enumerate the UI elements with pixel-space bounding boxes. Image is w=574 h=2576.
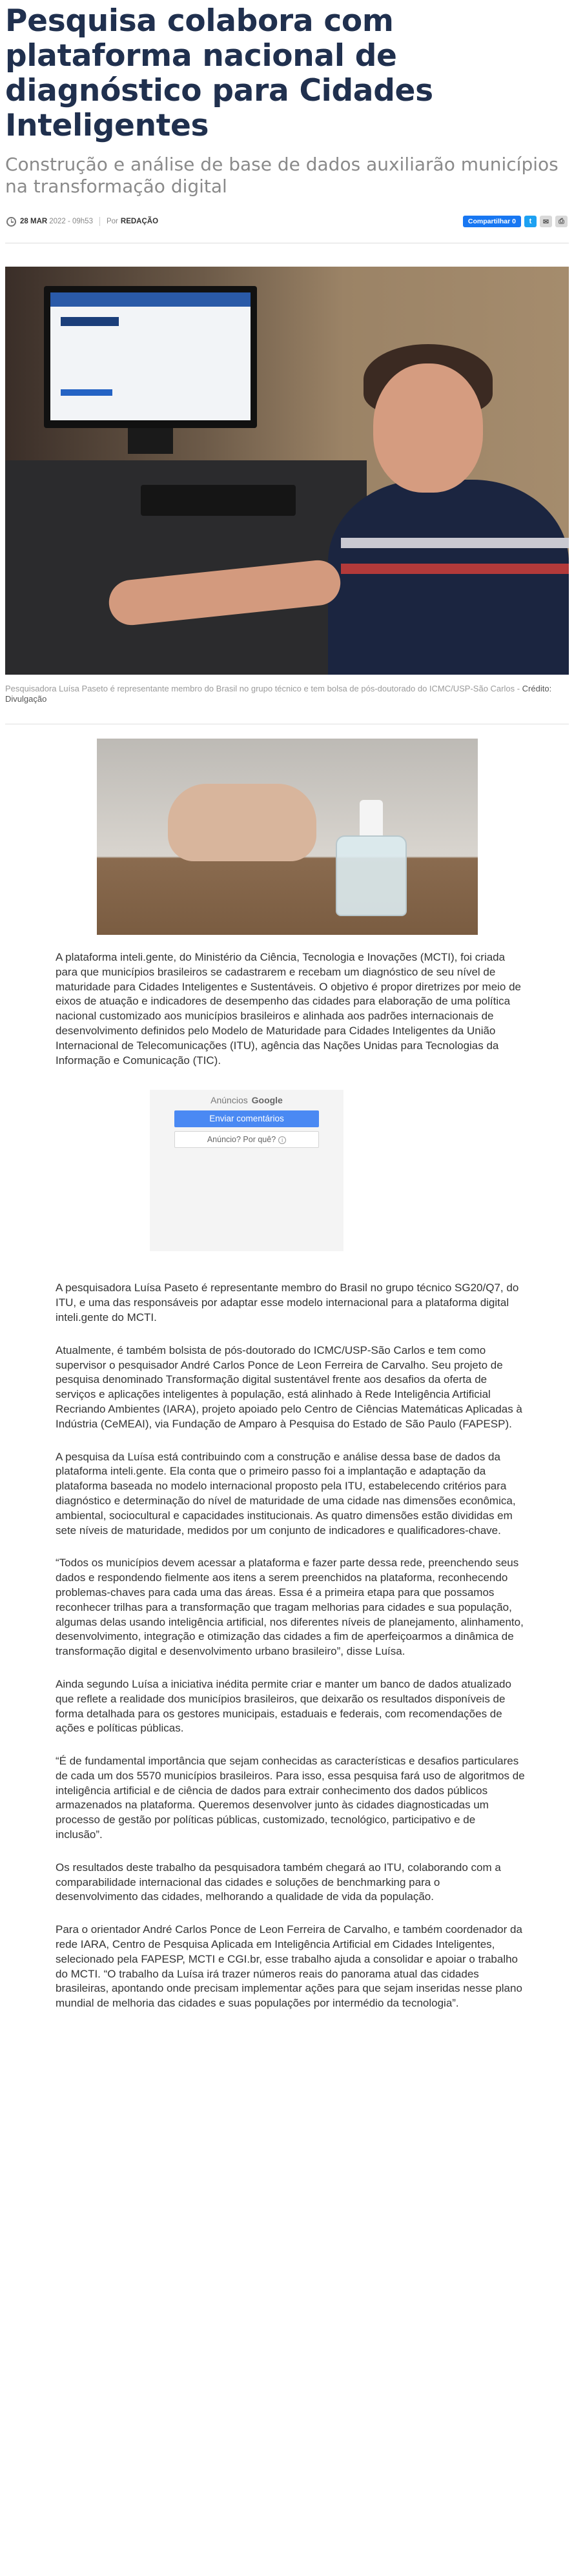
caption-text: Pesquisadora Luísa Paseto é representante membro do Brasil no grupo técnico e tem bolsa de pós-doutorado do ICMC/USP-São Carlos -: [5, 684, 522, 693]
article-subtitle: Construção e análise de base de dados auxiliarão municípios na transformação digital: [5, 154, 559, 197]
paragraph: A pesquisa da Luísa está contribuindo com a construção e análise dessa base de dados da plataforma inteli.gente. Ela conta que o primeiro passo foi a implantação e adaptação da plataforma baseada no modelo internacional proposto pela ITU, estabelecendo critérios para diagnóstico e determinação do nível de maturidade de uma cidade nas dimensões econômica, ambiental, sociocultural e capacidades institucionais. As quatro dimensões estão divididas em sete níveis de maturidade, medidos por um conjunto de indicadores e qualificadores-chave.: [56, 1450, 516, 1537]
paragraph: Atualmente, é também bolsista de pós-doutorado do ICMC/USP-São Carlos e tem como supervisor o pesquisador André Carlos Ponce de Leon Ferreira de Carvalho. Seu projeto de pesquisa denominado Transformação digital sustentável frente aos desafios da oferta de serviços e aplicações inteligentes à população, está alinhado à Rede Inteligência Artificial Recriando Ambientes (IARA), projeto apoiado pelo Centro de Ciências Matemáticas Aplicadas à Indústria (CeMEAI), via Fundação de Amparo à Pesquisa do Estado de São Paulo (FAPESP).: [56, 1344, 522, 1430]
paragraph: Para o orientador André Carlos Ponce de Leon Ferreira de Carvalho, e também coordenador da rede IARA, Centro de Pesquisa Aplicada em Inteligência Artificial em Cidades Inteligentes, selecionado pela FAPESP, MCTI e CGI.br, esse trabalho ajuda a consolidar e apoiar o trabalho do MCTI. “O trabalho da Luísa irá trazer números reais do panorama atual das cidades brasileiras, apontando onde precisam implementar ações para que sejam inseridas nesse plano mundial de melhoria das cidades e suas populações por intermédio da tecnologia”.: [56, 1923, 522, 2010]
article-body-bottom: [0, 1281, 574, 2011]
secondary-photo: [97, 739, 478, 935]
byline-label: Por: [106, 218, 118, 225]
publish-time: 2022 - 09h53: [49, 218, 93, 225]
photo-caption: [5, 684, 569, 704]
paragraph: A plataforma inteli.gente, do Ministério da Ciência, Tecnologia e Inovações (MCTI), foi criada para que municípios brasileiros se cadastrarem e recebam um diagnóstico de seu nível de maturidade para Cidades Inteligentes e Sustentáveis. O objetivo é propor diretrizes por meio de eixos de atuação e indicadores de desempenho das cidades para elaboração de uma política nacional customizado aos municípios brasileiros e alinhada aos padrões internacionais de desenvolvimento definidos pelo Modelo de Maturidade para Cidades Inteligentes da União Internacional de Telecomunicações (ITU), agência das Nações Unidas para Tecnologias da Informação e Comunicação (TIC).: [56, 951, 522, 1067]
info-icon: i: [278, 1136, 286, 1144]
email-icon[interactable]: ✉: [540, 216, 552, 227]
twitter-icon[interactable]: t: [524, 216, 537, 227]
quote-paragraph: “Todos os municípios devem acessar a plataforma e fazer parte dessa rede, preenchendo seus dados e respondendo fielmente aos itens a serem preenchidos na plataforma, reconhecendo problemas-chaves para cada uma das áreas. Essa é a primeira etapa para que possamos reconhecer trilhas para a transformação que tragam melhorias para cidades e sua população, algumas delas usando inteligência artificial, nos diferentes níveis de planejamento, alinhamento, desenvolvimento, integração e otimização das cidades a fim de aperfeiçoarmos a dinâmica de transformação digital e desenvolvimento urbano brasileiro”, disse Luísa.: [56, 1557, 524, 1658]
article-header: [0, 0, 574, 229]
meta-divider: [99, 217, 100, 226]
publish-date: 28 MAR: [20, 218, 48, 225]
author-link[interactable]: REDAÇÃO: [120, 218, 159, 225]
article-title: Pesquisa colabora com plataforma nacional de diagnóstico para Cidades Inteligentes: [5, 3, 433, 143]
monitor-screen: [50, 292, 251, 420]
paragraph: Os resultados deste trabalho da pesquisadora também chegará ao ITU, colaborando com a comparabilidade internacional das cidades e soluções de benchmarking para o desenvolvimento das cidades, melhorando a qualidade de vida da população.: [56, 1861, 501, 1903]
article-meta: [5, 214, 569, 229]
article-body-top: [0, 950, 574, 1068]
facebook-share-button[interactable]: Compartilhar 0: [463, 216, 521, 227]
person-head: [373, 363, 483, 493]
main-photo: [5, 267, 569, 675]
why-ad-label: Anúncio? Por quê?: [207, 1135, 276, 1145]
google-logo: Google: [251, 1095, 283, 1106]
why-this-ad-button[interactable]: [174, 1131, 319, 1148]
ad-anuncios-label: Anúncios: [210, 1095, 248, 1106]
hands-shape: [168, 784, 316, 861]
keyboard-shape: [141, 485, 296, 516]
ad-header: [150, 1095, 343, 1105]
paragraph: Ainda segundo Luísa a iniciativa inédita permite criar e manter um banco de dados atualizado que reflete a realidade dos municípios brasileiros, que deixarão os resultados disponíveis de forma detalhada para os gestores municipais, estaduais e federais, com recomendações de ações e políticas públicas.: [56, 1677, 511, 1735]
clock-icon: [6, 217, 16, 227]
quote-paragraph: “É de fundamental importância que sejam conhecidas as características e desafios particulares de cada um dos 5570 municípios brasileiros. Para isso, essa pesquisa fará uso de algoritmos de inteligência artificial e de ciência de dados para extrair conhecimento dos dados públicos armazenados na plataforma. Queremos desenvolver junto às cidades diagnosticadas um processo de gestão por políticas públicas, customizado, tecnológico, participativo e de inclusão”.: [56, 1755, 525, 1841]
print-icon[interactable]: ⎙: [555, 216, 568, 227]
paragraph: A pesquisadora Luísa Paseto é representante membro do Brasil no grupo técnico SG20/Q7, do ITU, e uma das responsáveis por adaptar esse modelo internacional para a plataforma digital inteli.gente do MCTI.: [56, 1282, 519, 1324]
share-bar: [463, 216, 568, 227]
photo-credit: Crédito: Divulgação: [5, 684, 552, 704]
ad-block: [150, 1090, 343, 1251]
sanitizer-bottle-shape: [336, 835, 407, 916]
send-feedback-button[interactable]: Enviar comentários: [174, 1110, 319, 1127]
